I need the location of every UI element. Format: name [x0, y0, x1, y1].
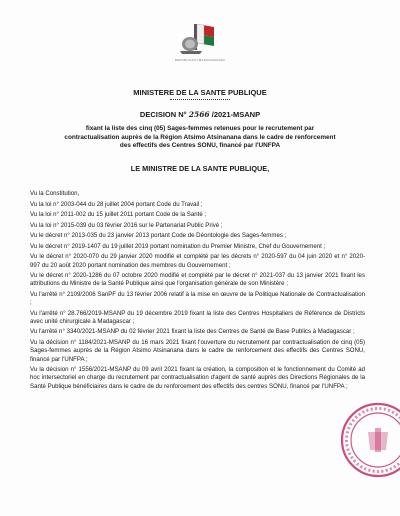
emblem-caption: REPOBLIKAN'I MADAGASIKARA [174, 58, 226, 62]
decision-heading [0, 110, 400, 119]
consideration-item: Vu la Constitution, [30, 190, 80, 197]
consideration-item: Vu l'arrêté n° 2109/2006 SanPF du 13 février 2006 relatif à la mise en œuvre de la Politique Nationale de Contractualisation ; [30, 290, 365, 307]
coat-of-arms-icon [172, 18, 228, 58]
consideration-item: Vu le décret n° 2020-1286 du 07 octobre 2020 modifié et complété par le décret n° 2021-037 du 13 janvier 2021 fixant les attributions du Ministre de la Santé Publique ainsi que l'organisation générale de son Ministère ; [30, 272, 365, 288]
decision-number: 2566 [188, 110, 210, 119]
consideration-item: Vu la loi n° 2011-002 du 15 juillet 2011 portant Code de la Santé ; [30, 211, 207, 219]
considerations-list [30, 190, 365, 393]
official-stamp-icon [338, 400, 400, 480]
decision-subject: fixant la liste des cinq (05) Sages-femmes retenues pour le recrutement par contractualisation auprès de la Région Atsimo Atsinanana dans le cadre de renforcement des effectifs des Centres SONU, financé par l'UNFPA [64, 125, 336, 150]
consideration-item: Vu l'arrêté n° 28.766/2019-MSANP du 19 décembre 2019 fixant la liste des Centres Hospitaliers de Référence de Districts avec unité chirurgicale à Madagascar ; [30, 309, 365, 325]
consideration-item: Vu la loi n° 2003-044 du 28 juillet 2004 portant Code du Travail ; [30, 200, 203, 208]
consideration-item: Vu la décision n° 1556/2021-MSANP du 09 avril 2021 fixant la création, la composition et le fonctionnement du Comité ad hoc intersectoriel en charge du recrutement par contractualisation d'agent de santé auprès des Directions Régionales de la Santé Publique bénéficiaires dans le cadre de du renforcement des effectifs des centres SONU, financé par l'UNFPA ; [30, 366, 365, 390]
decision-prefix: DECISION N° [139, 110, 187, 119]
consideration-item: Vu le décret n° 2013-035 du 23 janvier 2013 portant Code de Déontologie des Sages-femmes ; [30, 232, 287, 240]
consideration-item: Vu l'arrêté n° 3340/2021-MSANP du 02 février 2021 fixant la liste des Centres de Santé de Base Publics à Madagascar ; [30, 328, 355, 336]
minister-heading: LE MINISTRE DE LA SANTE PUBLIQUE, [130, 164, 270, 173]
consideration-item: Vu la décision n° 1184/2021-MSANP du 16 mars 2021 fixant l'ouverture du recrutement par contractualisation de cinq (05) Sages-femmes auprès de la Région Atsimo Atsinanana dans le cadre de renforcement des effectifs des Centres SONU, financé par l'UNFPA ; [30, 339, 365, 363]
decision-suffix: /2021-MSANP [211, 110, 261, 119]
consideration-item: Vu le décret n° 2019-1407 du 19 juillet 2019 portant nomination du Premier Ministre, Chef du Gouvernement ; [30, 242, 326, 250]
consideration-item: Vu la loi n° 2015-039 du 03 février 2016 sur le Partenariat Public Privé ; [30, 221, 223, 229]
separator-rule [170, 99, 230, 100]
ministry-title: MINISTERE DE LA SANTE PUBLIQUE [133, 88, 267, 97]
consideration-item: Vu le décret n° 2020-070 du 29 janvier 2020 modifié et complété par les décrets n° 2020-597 du 04 juin 2020 et n° 2020-997 du 20 août 2020 portant nomination des membres du Gouvernement ; [30, 253, 365, 269]
